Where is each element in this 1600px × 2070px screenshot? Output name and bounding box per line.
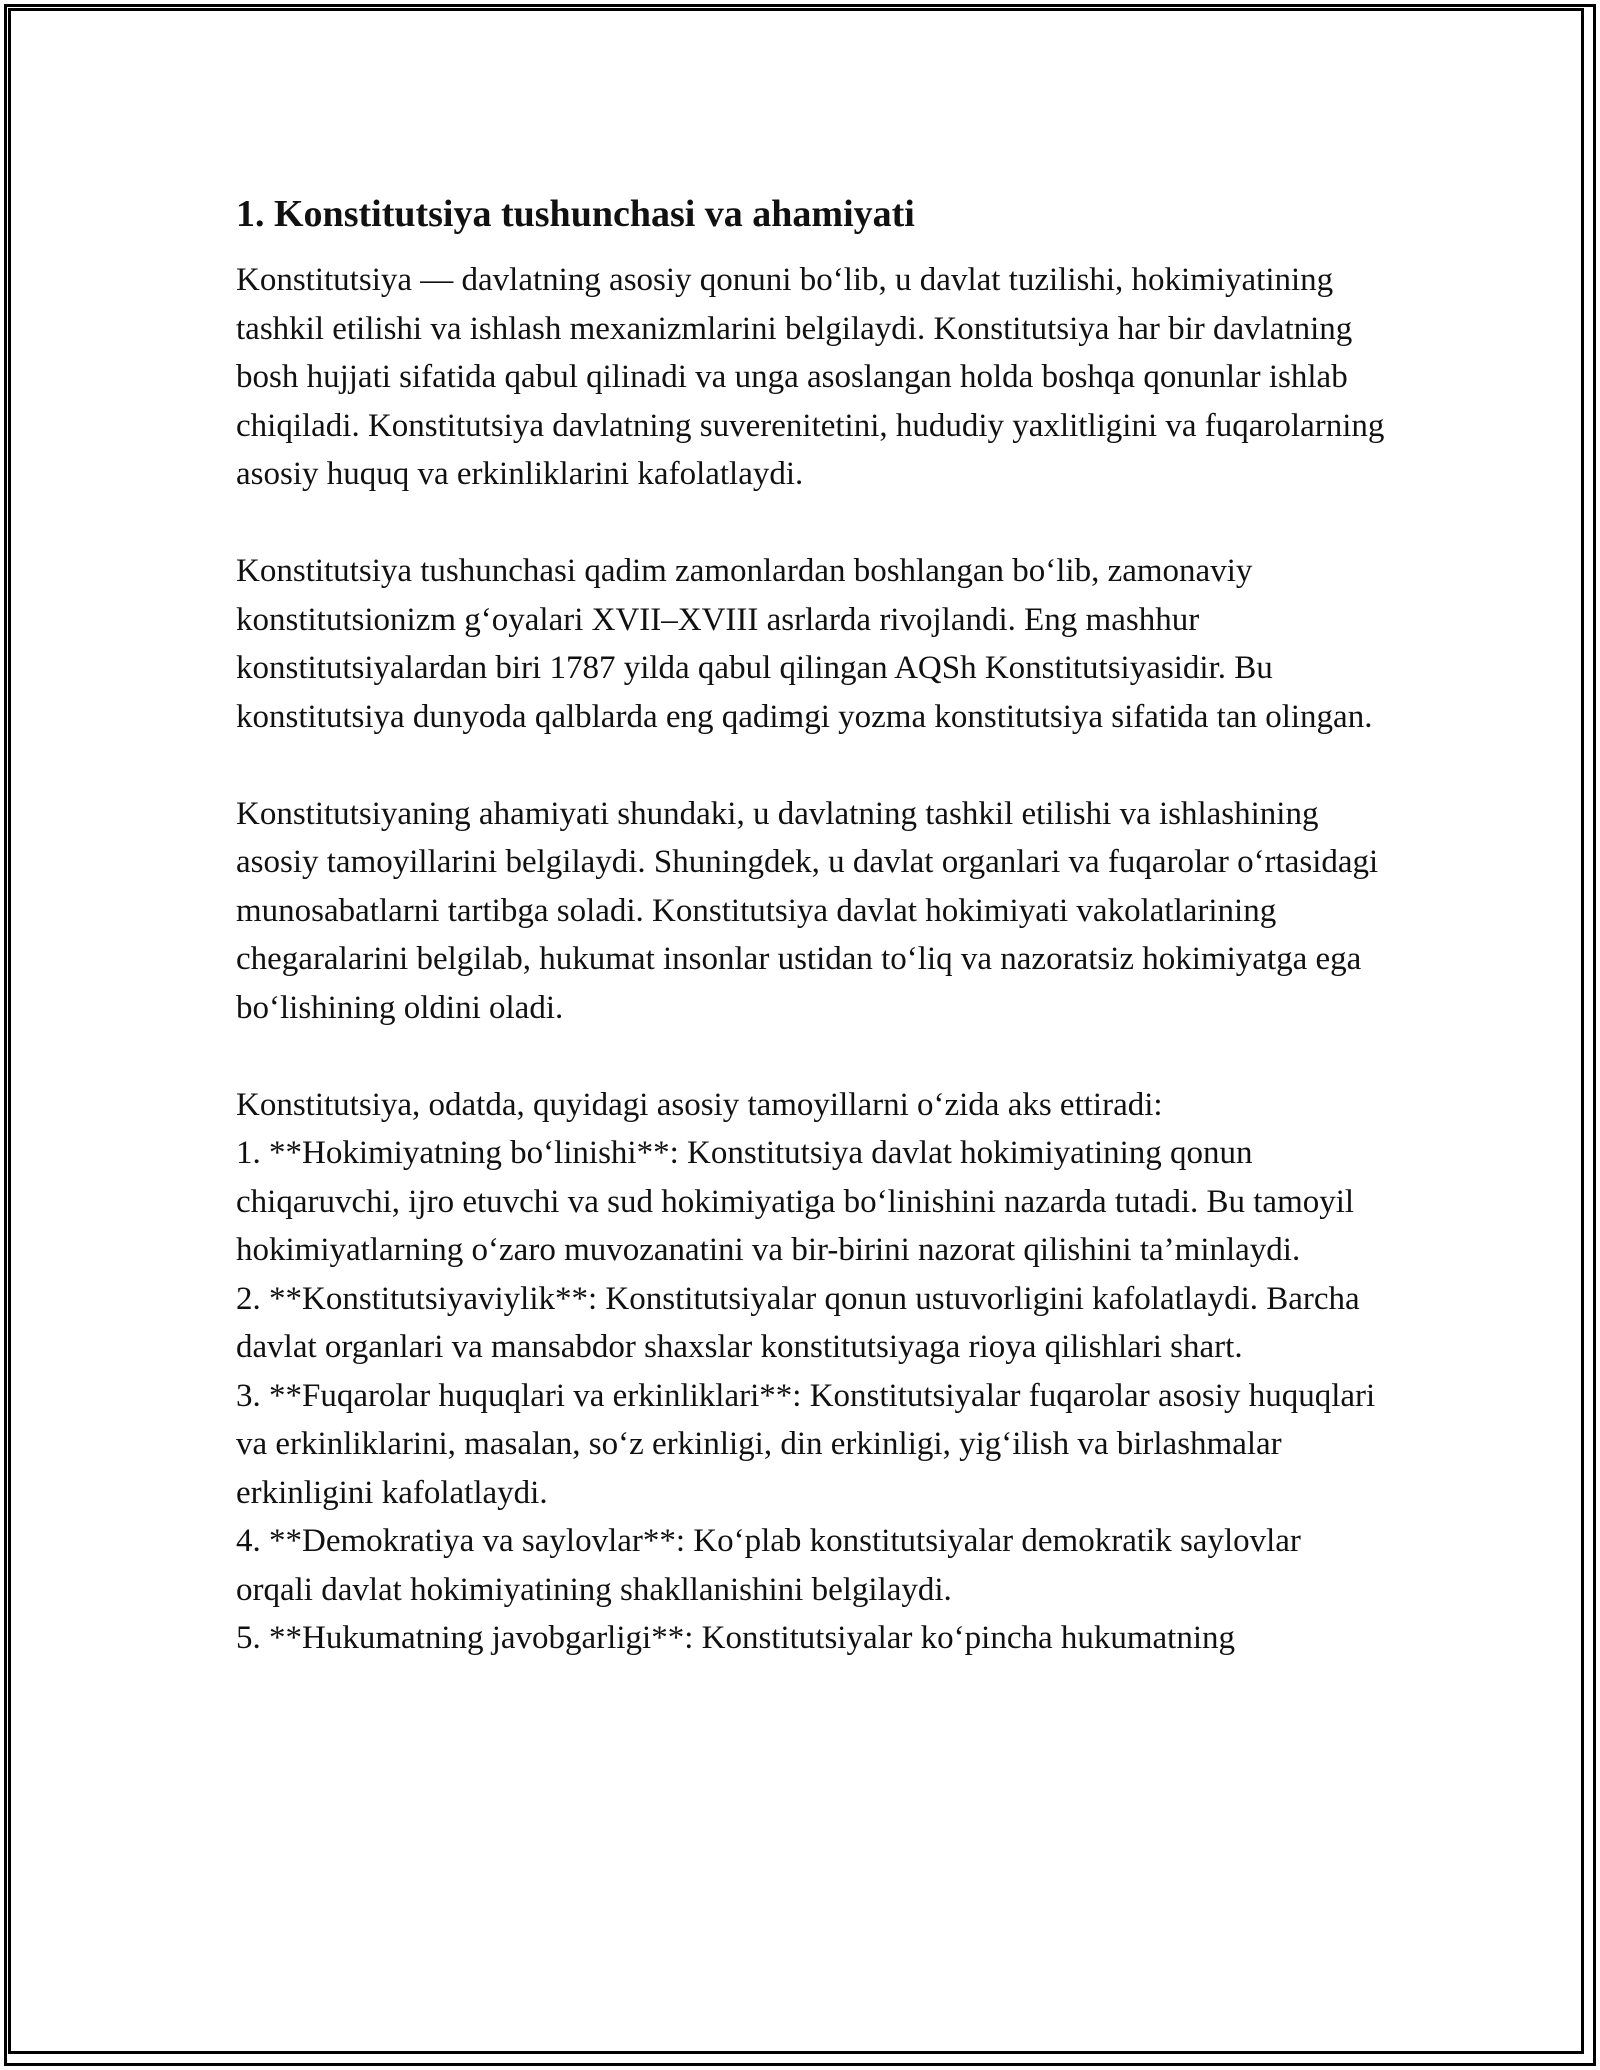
document-body bbox=[236, 188, 1386, 1663]
paragraph-history: Konstitutsiya tushunchasi qadim zamonlardan boshlangan bo‘lib, zamonaviy konstitutsionizm g‘oyalari XVII–XVIII asrlarda rivojlandi. Eng mashhur konstitutsiyalardan biri 1787 yilda qabul qilingan AQSh Konstitutsiyasidir. Bu konstitutsiya dunyoda qalblarda eng qadimgi yozma konstitutsiya sifatida tan olingan. bbox=[236, 553, 1373, 735]
principle-item-constitutionalism: 2. **Konstitutsiyaviylik**: Konstitutsiyalar qonun ustuvorligini kafolatlaydi. Barcha davlat organlari va mansabdor shaxslar konstitutsiyaga rioya qilishlari shart. bbox=[236, 1280, 1360, 1365]
principle-item-government-accountability: 5. **Hukumatning javobgarligi**: Konstitutsiyalar ko‘pincha hukumatning bbox=[236, 1620, 1236, 1656]
principle-item-separation-of-powers: 1. **Hokimiyatning bo‘linishi**: Konstitutsiya davlat hokimiyatining qonun chiqaruvchi, ijro etuvchi va sud hokimiyatiga bo‘linishini nazarda tutadi. Bu tamoyil hokimiyatlarning o‘zaro muvozanatini va bir-birini nazorat qilishini ta’minlaydi. bbox=[236, 1135, 1355, 1268]
principles-intro: Konstitutsiya, odatda, quyidagi asosiy tamoyillarni o‘zida aks ettiradi: bbox=[236, 1086, 1163, 1123]
paragraph-definition: Konstitutsiya — davlatning asosiy qonuni bo‘lib, u davlat tuzilishi, hokimiyatining tashkil etilishi va ishlash mexanizmlarini belgilaydi. Konstitutsiya har bir davlatning bosh hujjati sifatida qabul qilinadi va unga asoslangan holda boshqa qonunlar ishlab chiqiladi. Konstitutsiya davlatning suverenitetini, hududiy yaxlitligini va fuqarolarning asosiy huquq va erkinliklarini kafolatlaydi. bbox=[236, 262, 1385, 492]
paragraph-significance: Konstitutsiyaning ahamiyati shundaki, u davlatning tashkil etilishi va ishlashining asosiy tamoyillarini belgilaydi. Shuningdek, u davlat organlari va fuqarolar o‘rtasidagi munosabatlarni tartibga soladi. Konstitutsiya davlat hokimiyati vakolatlarining chegaralarini belgilab, hukumat insonlar ustidan to‘liq va nazoratsiz hokimiyatga ega bo‘lishining oldini oladi. bbox=[236, 795, 1379, 1026]
section-heading: 1. Konstitutsiya tushunchasi va ahamiyati bbox=[236, 193, 915, 235]
principle-item-democracy-elections: 4. **Demokratiya va saylovlar**: Ko‘plab konstitutsiyalar demokratik saylovlar orqali davlat hokimiyatining shakllanishini belgilaydi. bbox=[236, 1523, 1301, 1608]
principle-item-citizen-rights: 3. **Fuqarolar huquqlari va erkinliklari**: Konstitutsiyalar fuqarolar asosiy huquqlari va erkinliklarini, masalan, so‘z erkinligi, din erkinligi, yig‘ilish va birlashmalar erkinligini kafolatlaydi. bbox=[236, 1377, 1376, 1511]
